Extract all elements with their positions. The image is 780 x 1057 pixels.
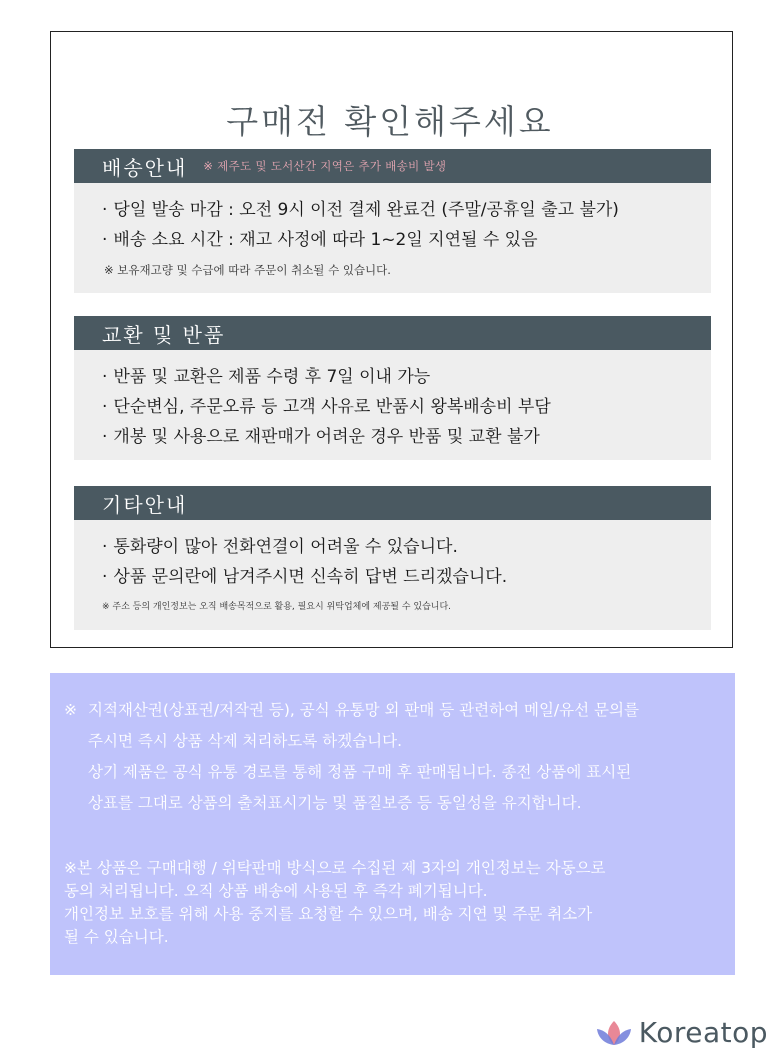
- shipping-body: [74, 183, 711, 293]
- exchange-body: [74, 350, 711, 460]
- shipping-note: ※ 제주도 및 도서산간 지역은 추가 배송비 발생: [203, 159, 447, 173]
- other-footnote: ※ 주소 등의 개인정보는 오직 배송목적으로 활용, 필요시 위탁업체에 제공될 수 있습니다.: [102, 602, 452, 612]
- other-section: [74, 486, 711, 630]
- brand-name: Koreatop: [638, 1016, 768, 1049]
- list-item: · 단순변심, 주문오류 등 고객 사유로 반품시 왕복배송비 부담: [102, 397, 551, 417]
- exchange-header: [74, 316, 711, 350]
- other-title: 기타안내: [102, 492, 188, 517]
- notice-mark: ※: [64, 859, 77, 877]
- list-item: · 반품 및 교환은 제품 수령 후 7일 이내 가능: [102, 367, 431, 387]
- notice-paragraph-2: ※본 상품은 구매대행 / 위탁판매 방식으로 수집된 제 3자의 개인정보는 자동으로 동의 처리됩니다. 오직 상품 배송에 사용된 후 즉각 폐기됩니다. 개인정보 보호를 위해 사용 중지를 요청할 수 있으며, 배송 지연 및 주문 취소가 될 수 있습니다.: [64, 859, 606, 946]
- notice-paragraph-1: ※ 지적재산권(상표권/저작권 등), 공식 유통망 외 판매 등 관련하여 메일/유선 문의를 주시면 즉시 상품 삭제 처리하도록 하겠습니다. 상기 제품은 공식 유통 경로를 통해 정품 구매 후 판매됩니다. 종전 상품에 표시된 상표를 그대로 상품의 출처표시기능 및 품질보증 등 동일성을 유지합니다.: [64, 695, 715, 819]
- shipping-header: [74, 149, 711, 183]
- list-item: · 상품 문의란에 남겨주시면 신속히 답변 드리겠습니다.: [102, 567, 508, 587]
- list-item: · 통화량이 많아 전화연결이 어려울 수 있습니다.: [102, 537, 458, 557]
- shipping-footnote: ※ 보유재고량 및 수급에 따라 주문이 취소될 수 있습니다.: [104, 263, 391, 277]
- other-body: [74, 520, 711, 630]
- lotus-icon: [595, 1019, 633, 1047]
- shipping-section: [74, 149, 711, 293]
- brand-logo: [595, 1016, 768, 1049]
- notice-mark: ※: [64, 701, 77, 719]
- other-header: [74, 486, 711, 520]
- list-item: · 당일 발송 마감 : 오전 9시 이전 결제 완료건 (주말/공휴일 출고 불가): [102, 200, 619, 220]
- exchange-section: [74, 316, 711, 460]
- list-item: · 배송 소요 시간 : 재고 사정에 따라 1~2일 지연될 수 있음: [102, 230, 538, 250]
- page-title: 구매전 확인해주세요: [226, 102, 554, 141]
- shipping-title: 배송안내: [102, 155, 188, 180]
- list-item: · 개봉 및 사용으로 재판매가 어려운 경우 반품 및 교환 불가: [102, 427, 540, 447]
- exchange-title: 교환 및 반품: [102, 322, 226, 347]
- notice-box: [50, 673, 735, 975]
